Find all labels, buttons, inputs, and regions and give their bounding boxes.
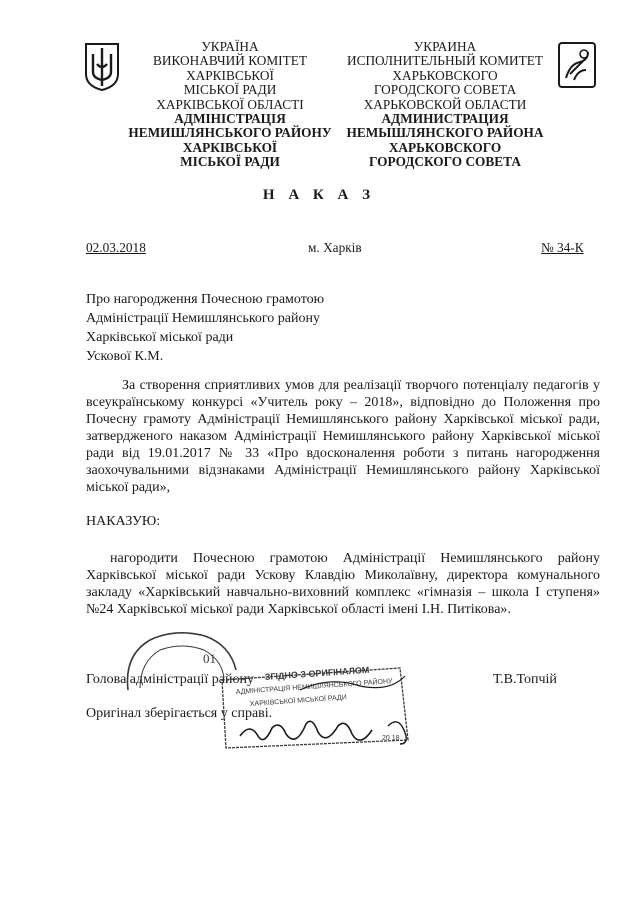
kharkiv-city-emblem-icon (556, 40, 598, 92)
stamp-line-2: АДМІНІСТРАЦІЯ НЕМИШЛЯНСЬКОГО РАЙОНУ (235, 678, 393, 696)
header-ru-line: ХАРЬКОВСКОГО (392, 67, 498, 83)
body-paragraph-preamble: За створення сприятливих умов для реалізації творчого потенціалу педагогів у всеукраїнському конкурсі «Учитель року – 2018», відповідно до Положення про Почесну грамоту Адміністрації Немишлянського району Харківської міської ради, затвердженого наказом Адміністрації Немишлянського району Харківської міської ради від 19.01.2017 № 33 «Про вдосконалення роботи з питань нагородження заохочувальними відзнаками Адміністрації Немишлянського району Харківської міської ради», (86, 378, 600, 495)
order-word: НАКАЗУЮ: (86, 514, 161, 529)
handwritten-initial (388, 722, 406, 744)
header-ru-line: ГОРОДСКОГО СОВЕТА (373, 82, 517, 98)
header-ru-bold-line: АДМИНИСТРАЦИЯ (381, 111, 509, 127)
header-ru-bold-line: ГОРОДСКОГО СОВЕТА (369, 154, 521, 170)
subject-line: Харківської міської ради (86, 330, 234, 345)
subject-line: Про нагородження Почесною грамотою (86, 292, 325, 307)
header-ua-bold-line: АДМІНІСТРАЦІЯ (174, 111, 286, 127)
document-city: м. Харків (308, 240, 362, 255)
header-ua-bold-line: ХАРКІВСЬКОЇ (182, 139, 278, 155)
body-paragraph-award: нагородити Почесною грамотою Адміністрації Немишлянського району Харківської міської ради Ускову Клавдію Миколаївну, директора комунального закладу «Харківський навчально-виховний комплекс «гімназія – школа І ступеня» №24 Харківської міської ради Харківської області імені І.Н. Питікова». (86, 551, 600, 617)
header-ru-bold-line: НЕМЫШЛЯНСКОГО РАЙОНА (346, 125, 544, 141)
document-date: 02.03.2018 (86, 240, 146, 255)
header-ru-line: УКРАИНА (413, 39, 477, 54)
stamp-date-suffix: 20 18 (382, 735, 400, 742)
header-ua-bold-line: МІСЬКОЇ РАДИ (180, 154, 280, 170)
header-ua-bold-line: НЕМИШЛЯНСЬКОГО РАЙОНУ (128, 125, 332, 141)
header-ru-line: ИСПОЛНИТЕЛЬНЫЙ КОМИТЕТ (346, 53, 544, 69)
document-title: Н А К А З (262, 187, 376, 203)
header-ru-line: ХАРЬКОВСКОЙ ОБЛАСТИ (363, 96, 527, 112)
stamp-line-1: ЗГІДНО З ОРИГІНАЛОМ (264, 664, 370, 682)
handwritten-signature (240, 721, 372, 740)
header-ua-line: МІСЬКОЇ РАДИ (183, 82, 277, 98)
header-ua-line: УКРАЇНА (201, 39, 259, 54)
header-ru-bold-line: ХАРЬКОВСКОГО (388, 139, 502, 155)
header-russian (330, 40, 560, 170)
header-ua-line: ВИКОНАВЧИЙ КОМІТЕТ (153, 53, 307, 69)
signatory-title: Голова адміністрації району (86, 672, 254, 687)
document-number: № 34-К (541, 240, 584, 255)
signatory-name: Т.В.Топчій (493, 672, 557, 687)
round-seal-text: 01 (203, 651, 216, 666)
document-subject (86, 290, 324, 366)
original-note: Оригінал зберігається у справі. (86, 706, 273, 721)
subject-line: Ускової К.М. (86, 349, 164, 364)
header-ukrainian (115, 40, 345, 170)
header-ua-line: ХАРКІВСЬКОЇ (186, 67, 274, 83)
subject-line: Адміністрації Немишлянського району (86, 311, 321, 326)
stamp-line-3: ХАРКІВСЬКОЇ МІСЬКОЇ РАДИ (249, 694, 347, 708)
header-ua-line: ХАРКІВСЬКОЇ ОБЛАСТІ (156, 96, 304, 112)
handwritten-signature-stroke (300, 676, 405, 690)
